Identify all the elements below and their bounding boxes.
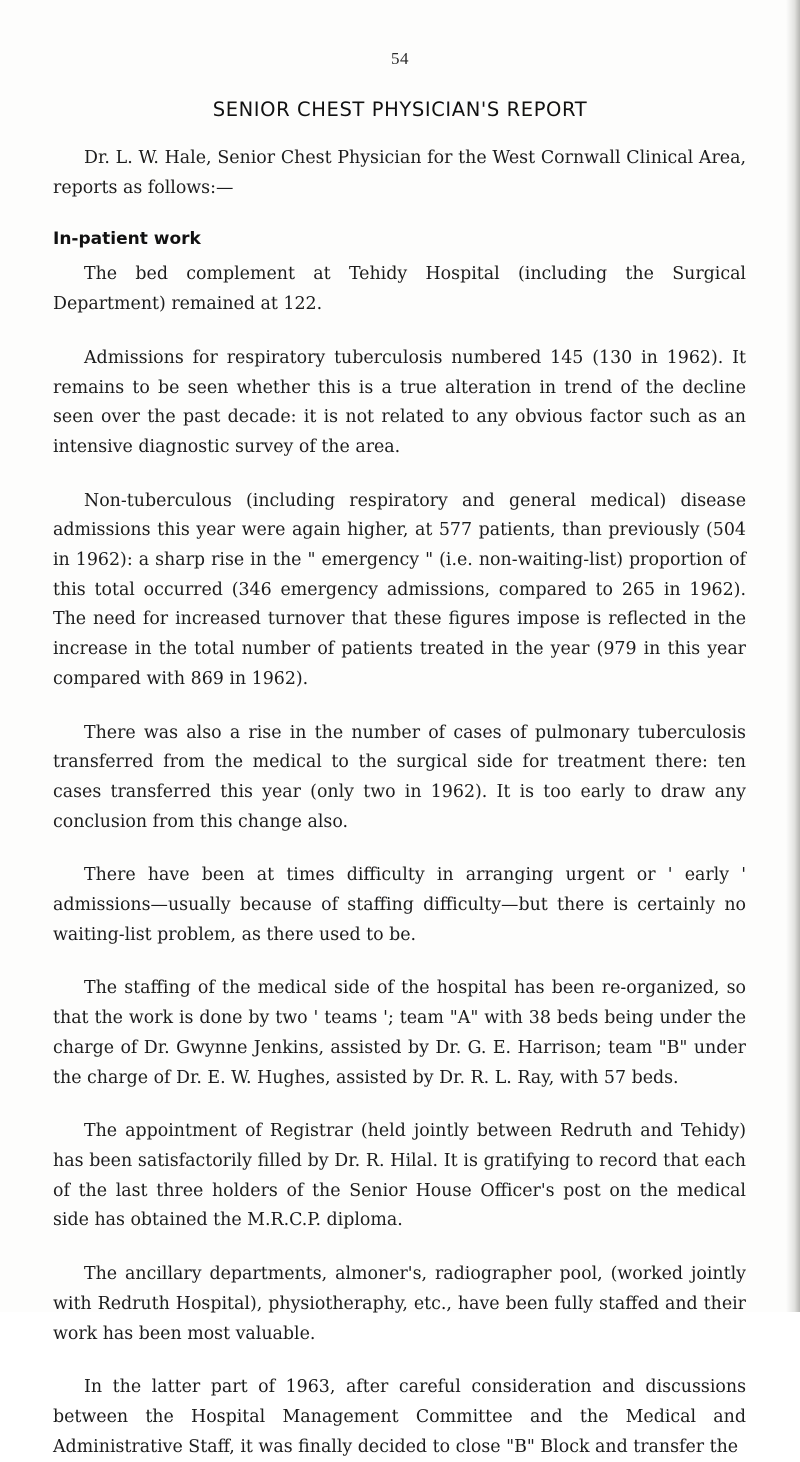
report-title: SENIOR CHEST PHYSICIAN'S REPORT [212,98,588,121]
paragraph-ancillary: The ancillary departments, almoner's, radiographer pool, (worked jointly with Redruth Hospital), physiotheraphy, etc., have been fully staffed and their work has been most valuable. [53,1264,746,1344]
paragraph-urgent-admissions: There have been at times difficulty in arranging urgent or ' early ' admissions—usually because of staffing difficulty—but there is certainly no waiting-list problem, as there used to be. [53,865,746,945]
paragraph-bed-complement: The bed complement at Tehidy Hospital (including the Surgical Department) remained at 122. [53,264,746,315]
paragraph-b-block: In the latter part of 1963, after careful consideration and discussions between the Hospital Management Committee and the Medical and Administrative Staff, it was finally decided to close "B" Block and transfer the [53,1377,746,1457]
section-heading: In-patient work [53,229,201,250]
intro-paragraph: Dr. L. W. Hale, Senior Chest Physician for the West Cornwall Clinical Area, reports as follows:— [53,148,746,198]
paragraph-non-tb-admissions: Non-tuberculous (including respiratory and general medical) disease admissions this year were again higher, at 577 patients, than previously (504 in 1962): a sharp rise in the " emergency " (i.e. non-waiting-list) proportion of this total occurred (346 emergency admissions, compared to 265 in 1962). The need for increased turnover that these figures impose is reflected in the increase in the total number of patients treated in the year (979 in this year compared with 869 in 1962). [53,490,746,689]
page-number: 54 [391,49,409,68]
page-edge-shadow [786,0,800,1312]
paragraph-tb-admissions: Admissions for respiratory tuberculosis numbered 145 (130 in 1962). It remains to be seen whether this is a true alteration in trend of the decline seen over the past decade: it is not related to any obvious factor such as an intensive diagnostic survey of the area. [53,347,746,457]
paragraph-staffing-teams: The staffing of the medical side of the hospital has been re-organized, so that the work is done by two ' teams '; team "A" with 38 beds being under the charge of Dr. Gwynne Jenkins, assisted by Dr. G. E. Harrison; team "B" under the charge of Dr. E. W. Hughes, assisted by Dr. R. L. Ray, with 57 beds. [53,978,746,1088]
paragraph-surgical-transfers: There was also a rise in the number of cases of pulmonary tuberculosis transferred from the medical to the surgical side for treatment there: ten cases transferred this year (only two in 1962). It is too early to draw any conclusion from this change also. [53,722,746,832]
report-body [53,144,746,1462]
paragraph-registrar: The appointment of Registrar (held jointly between Redruth and Tehidy) has been satisfactorily filled by Dr. R. Hilal. It is gratifying to record that each of the last three holders of the Senior House Officer's post on the medical side has obtained the M.R.C.P. diploma. [53,1121,746,1231]
